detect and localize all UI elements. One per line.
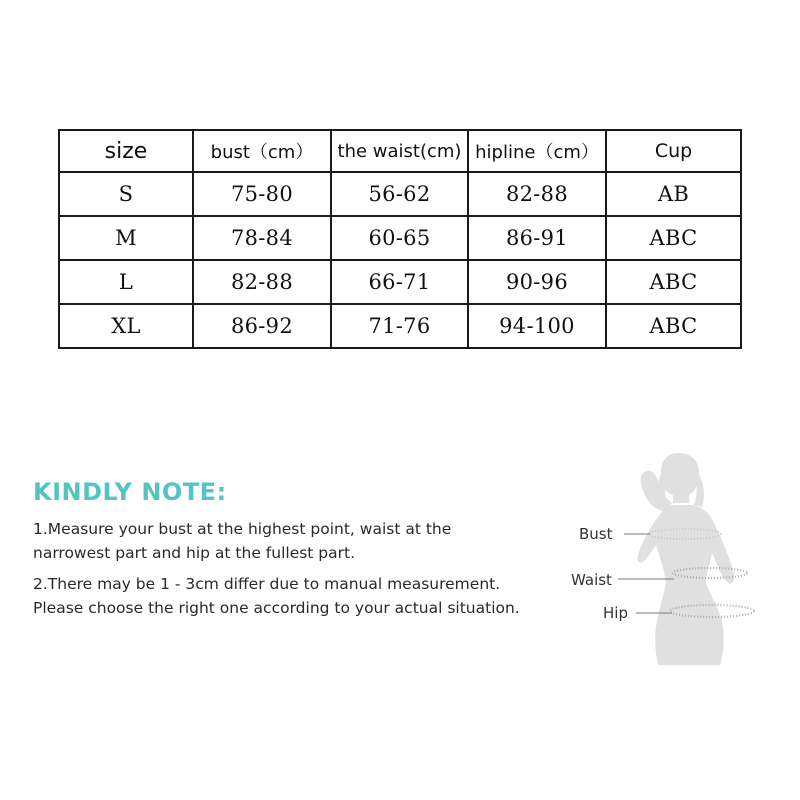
table-row	[59, 260, 741, 304]
cell-bust: 82-88	[193, 260, 331, 304]
cell-cup: ABC	[606, 304, 741, 348]
note-line-1a: 1.Measure your bust at the highest point, waist at the	[33, 520, 452, 538]
header-bust: bust（cm）	[193, 130, 331, 172]
note-line-2b: Please choose the right one according to your actual situation.	[33, 599, 520, 617]
cell-bust: 86-92	[193, 304, 331, 348]
cell-size: L	[59, 260, 193, 304]
cell-bust: 78-84	[193, 216, 331, 260]
table-row	[59, 216, 741, 260]
cell-cup: AB	[606, 172, 741, 216]
size-chart-table	[58, 129, 742, 349]
kindly-note-title: KINDLY NOTE:	[33, 478, 227, 506]
note-line-1b: narrowest part and hip at the fullest part.	[33, 544, 356, 562]
cell-size: M	[59, 216, 193, 260]
hip-label: Hip	[603, 604, 628, 622]
cell-hipline: 94-100	[468, 304, 606, 348]
cell-size: XL	[59, 304, 193, 348]
table-header-row	[59, 130, 741, 172]
cell-hipline: 82-88	[468, 172, 606, 216]
waist-label: Waist	[571, 571, 612, 589]
cell-cup: ABC	[606, 216, 741, 260]
cell-waist: 56-62	[331, 172, 468, 216]
header-hipline: hipline（cm）	[468, 130, 606, 172]
cell-cup: ABC	[606, 260, 741, 304]
cell-waist: 66-71	[331, 260, 468, 304]
note-line-2a: 2.There may be 1 - 3cm differ due to manual measurement.	[33, 575, 501, 593]
bust-label: Bust	[579, 525, 613, 543]
cell-hipline: 90-96	[468, 260, 606, 304]
cell-waist: 71-76	[331, 304, 468, 348]
body-silhouette	[560, 445, 800, 665]
cell-waist: 60-65	[331, 216, 468, 260]
body-measurement-figure	[560, 445, 800, 665]
cell-bust: 75-80	[193, 172, 331, 216]
header-cup: Cup	[606, 130, 741, 172]
table-row	[59, 172, 741, 216]
header-size: size	[59, 130, 193, 172]
header-waist: the waist(cm)	[331, 130, 468, 172]
cell-size: S	[59, 172, 193, 216]
cell-hipline: 86-91	[468, 216, 606, 260]
table-row	[59, 304, 741, 348]
